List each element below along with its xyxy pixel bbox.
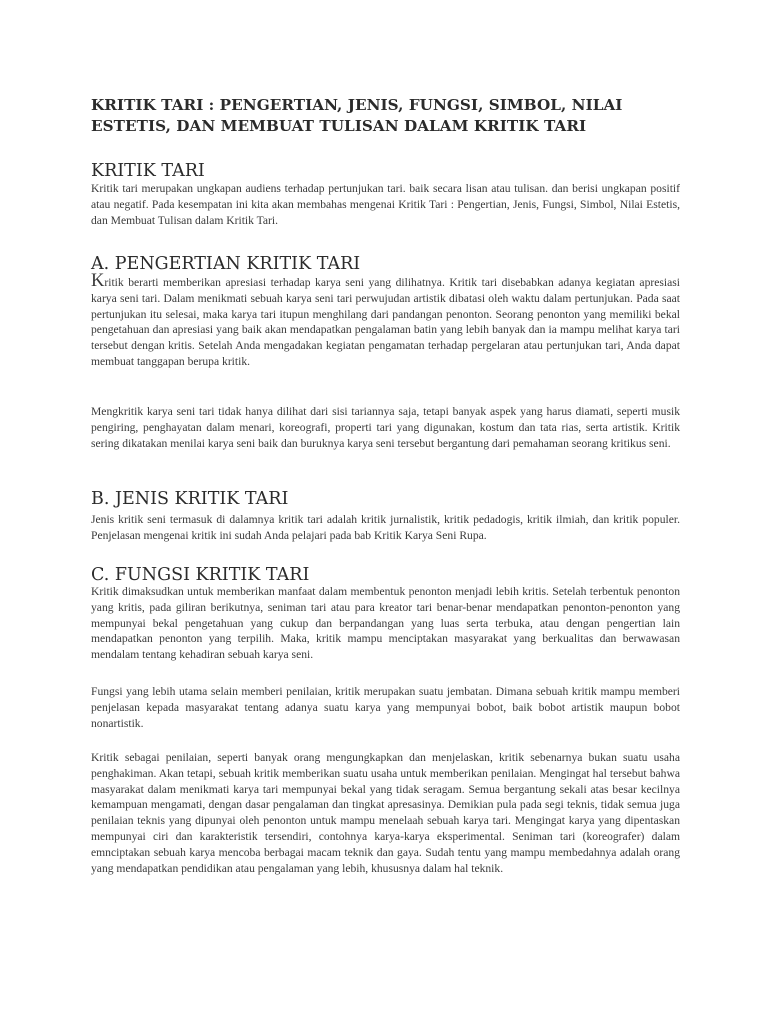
section-heading-fungsi: C. FUNGSI KRITIK TARI bbox=[91, 565, 310, 585]
fungsi-paragraph-1: Kritik dimaksudkan untuk memberikan manfaat dalam membentuk penonton menjadi lebih kritis. Setelah terbentuk penonton yang kritis, pada giliran berikutnya, seniman tari atau para kreator tari benar-benar mendapatkan penonton-penonton yang mempunyai bekal pengetahuan yang cukup dan berpandangan yang luas serta terbuka, atau dengan pengertian lain mendapatkan penonton yang terpilih. Maka, kritik mampu menciptakan masyarakat yang berkualitas dan berwawasan mendalam tentang kehadiran sebuah karya seni. bbox=[91, 585, 680, 662]
section-heading-kritik-tari: KRITIK TARI bbox=[91, 161, 205, 181]
pengertian-paragraph-1 bbox=[91, 271, 680, 370]
document-title: KRITIK TARI : PENGERTIAN, JENIS, FUNGSI, SIMBOL, NILAI ESTETIS, DAN MEMBUAT TULISAN DALAM KRITIK TARI bbox=[91, 96, 623, 135]
pengertian-paragraph-2: Mengkritik karya seni tari tidak hanya dilihat dari sisi tariannya saja, tetapi banyak aspek yang harus diamati, seperti musik pengiring, penghayatan dalam menari, koreografi, properti tari yang digunakan, kostum dan tata rias, serta artistik. Kritik sering dikatakan menilai karya seni baik dan buruknya karya seni tersebut bergantung dari pemahaman seorang kritikus seni. bbox=[91, 405, 680, 450]
fungsi-paragraph-2: Fungsi yang lebih utama selain memberi penilaian, kritik merupakan suatu jembatan. Dimana sebuah kritik mampu memberi penjelasan kepada masyarakat tentang adanya suatu karya yang mempunyai bobot, baik bobot artistik maupun bobot nonartistik. bbox=[91, 685, 680, 730]
pengertian-paragraph-1-text: ritik berarti memberikan apresiasi terhadap karya seni yang dilihatnya. Kritik tari disebabkan adanya kegiatan apresiasi karya seni tari. Dalam menikmati sebuah karya seni tari perwujudan artistik dibatasi oleh waktu dalam pertunjukan. Pada saat pertunjukan itu selesai, maka karya tari itupun menghilang dari pandangan penonton. Seorang penonton yang memiliki bekal pengetahuan dan apresiasi yang baik akan mendapatkan pengalaman batin yang lebih banyak dan ia mampu melihat karya tari tersebut dengan kritis. Setelah Anda mengadakan kegiatan pengamatan terhadap pergelaran atau pertunjukan tari, Anda dapat membuat tanggapan berupa kritik. bbox=[91, 276, 680, 368]
section-heading-pengertian: A. PENGERTIAN KRITIK TARI bbox=[91, 254, 361, 274]
jenis-paragraph: Jenis kritik seni termasuk di dalamnya kritik tari adalah kritik jurnalistik, kritik pedadogis, kritik ilmiah, dan kritik populer. Penjelasan mengenai kritik ini sudah Anda pelajari pada bab Kritik Karya Seni Rupa. bbox=[91, 513, 680, 542]
fungsi-paragraph-3: Kritik sebagai penilaian, seperti banyak orang mengungkapkan dan menjelaskan, kritik sebenarnya bukan suatu usaha penghakiman. Akan tetapi, sebuah kritik memberikan suatu usaha untuk memberikan penilaian. Mengingat hal tersebut bahwa masyarakat dalam menikmati karya tari mempunyai bekal yang tidak seragam. Semua bergantung sekali atas besar kecilnya kemampuan mengamati, dengan dasar pengalaman dan tingkat apresasinya. Demikian pula pada segi teknis, tidak semua juga penilaian teknis yang dipunyai oleh penonton untuk mampu menelaah sebuah karya tari. Mengingat karya yang dipentaskan mempunyai ciri dan karakteristik tersendiri, contohnya karya-karya eksperimental. Seniman tari (koreografer) dalam emnciptakan sebuah karya mencoba berbagai macam teknik dan gaya. Sudah tentu yang mampu membedahnya adalah orang yang mendapatkan pendidikan atau pengalaman yang lebih, khususnya dalam hal teknik. bbox=[91, 751, 680, 875]
dropcap-letter: K bbox=[91, 271, 105, 291]
intro-paragraph: Kritik tari merupakan ungkapan audiens terhadap pertunjukan tari. baik secara lisan atau tulisan. dan berisi ungkapan positif atau negatif. Pada kesempatan ini kita akan membahas mengenai Kritik Tari : Pengertian, Jenis, Fungsi, Simbol, Nilai Estetis, dan Membuat Tulisan dalam Kritik Tari. bbox=[91, 182, 680, 227]
section-heading-jenis: B. JENIS KRITIK TARI bbox=[91, 489, 289, 509]
